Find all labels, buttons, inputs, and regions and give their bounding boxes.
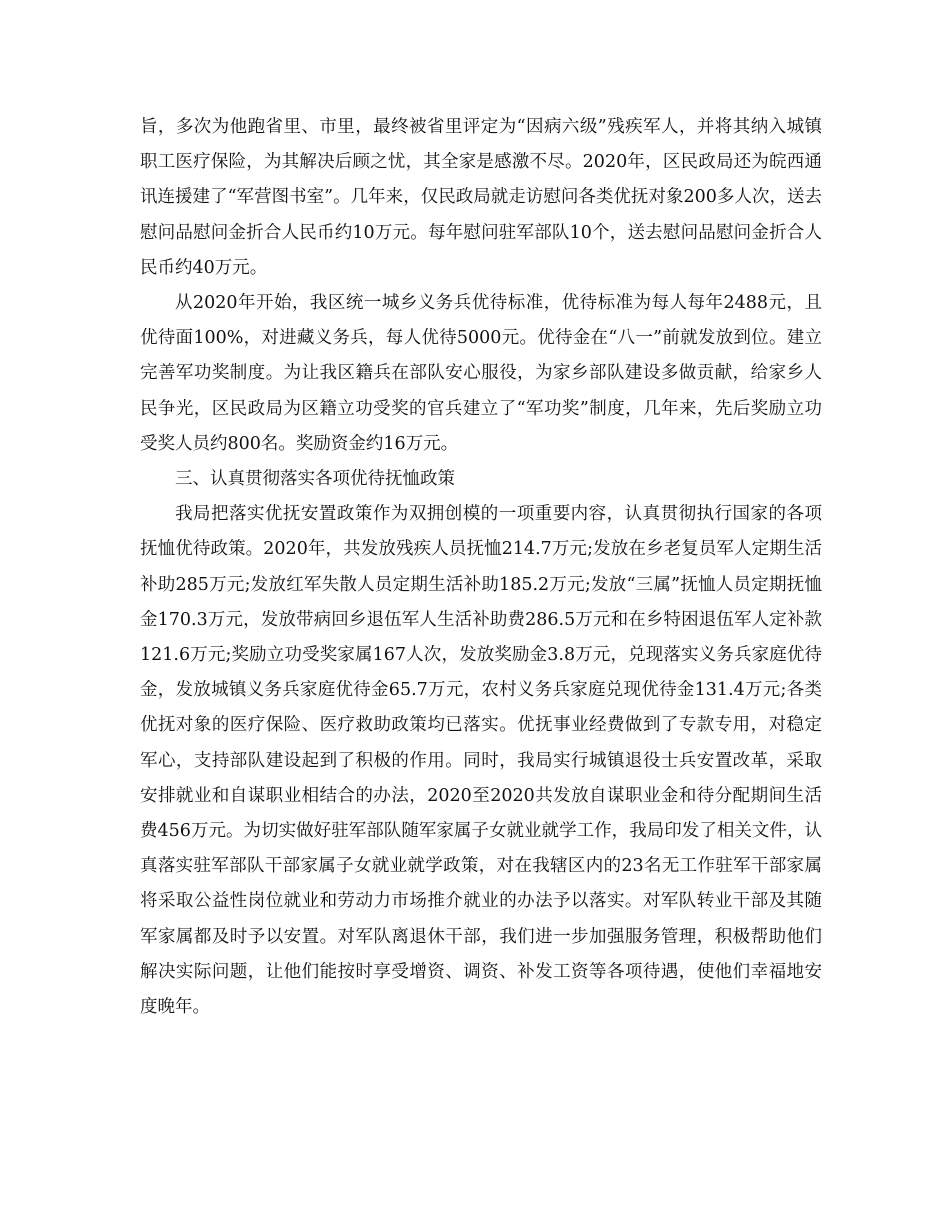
paragraph-continuation: 旨，多次为他跑省里、市里，最终被省里评定为“因病六级”残疾军人，并将其纳入城镇职工医疗保险，为其解决后顾之忧，其全家是感激不尽。2020年，区民政局还为皖西通讯连援建了“军营图书室”。几年来，仅民政局就走访慰问各类优抚对象200多人次，送去慰问品慰问金折合人民币约10万元。每年慰问驻军部队10个，送去慰问品慰问金折合人民币约40万元。 (140, 117, 822, 278)
paragraph-pension-policy: 我局把落实优抚安置政策作为双拥创模的一项重要内容，认真贯彻执行国家的各项抚恤优待政策。2020年，共发放残疾人员抚恤214.7万元;发放在乡老复员军人定期生活补助285万元;发放红军失散人员定期生活补助185.2万元;发放“三属”抚恤人员定期抚恤金170.3万元，发放带病回乡退伍军人生活补助费286.5万元和在乡特困退伍军人定补款121.6万元;奖励立功受奖家属167人次，发放奖励金3.8万元，兑现落实义务兵家庭优待金，发放城镇义务兵家庭优待金65.7万元，农村义务兵家庭兑现优待金131.4万元;各类优抚对象的医疗保险、医疗救助政策均已落实。优抚事业经费做到了专款专用，对稳定军心，支持部队建设起到了积极的作用。同时，我局实行城镇退役士兵安置改革，采取安排就业和自谋职业相结合的办法，2020至2020共发放自谋职业金和待分配期间生活费456万元。为切实做好驻军部队随军家属子女就业就学工作，我局印发了相关文件，认真落实驻军部队干部家属子女就业就学政策，对在我辖区内的23名无工作驻军干部家属将采取公益性岗位就业和劳动力市场推介就业的办法予以落实。对军队转业干部及其随军家属都及时予以安置。对军队离退休干部，我们进一步加强服务管理，积极帮助他们解决实际问题，让他们能按时享受增资、调资、补发工资等各项待遇，使他们幸福地安度晚年。 (140, 504, 822, 1018)
section-heading: 三、认真贯彻落实各项优待抚恤政策 (175, 469, 455, 490)
document-page (140, 110, 822, 1025)
paragraph-preferential-treatment: 从2020年开始，我区统一城乡义务兵优待标准，优待标准为每人每年2488元，且优待面100%，对进藏义务兵，每人优待5000元。优待金在“八一”前就发放到位。建立完善军功奖制度。为让我区籍兵在部队安心服役，为家乡部队建设多做贡献，给家乡人民争光，区民政局为区籍立功受奖的官兵建立了“军功奖”制度，几年来，先后奖励立功受奖人员约800名。奖励资金约16万元。 (140, 293, 822, 454)
